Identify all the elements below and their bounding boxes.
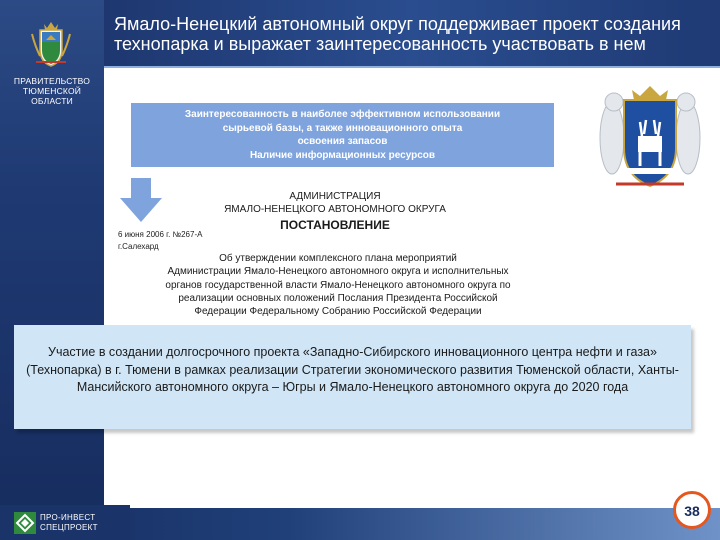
- admin-line-1: АДМИНИСТРАЦИЯ: [289, 191, 381, 202]
- decree-body-line-3: органов государственной власти Ямало-Ненецкого автономного округа по: [165, 279, 511, 291]
- decree-body-line-1: Об утверждении комплексного плана мероприятий: [219, 253, 457, 264]
- interest-line-2: сырьевой базы, а также инновационного опыта: [222, 122, 463, 134]
- decree-body-line-2: Администрации Ямало-Ненецкого автономного округа и исполнительных: [167, 266, 509, 278]
- pro-invest-logo-icon: [14, 512, 36, 534]
- gov-label-line-3: ОБЛАСТИ: [31, 96, 73, 106]
- decree-body-line-4: реализации основных положений Послания Президента Российской: [178, 292, 498, 304]
- header-divider: [104, 66, 720, 68]
- page-title: [114, 14, 714, 54]
- title-line-2: технопарка и выражает заинтересованность участвовать в нем: [114, 34, 646, 54]
- decree-body: [118, 252, 558, 318]
- admin-line-2: ЯМАЛО-НЕНЕЦКОГО АВТОНОМНОГО ОКРУГА: [224, 204, 446, 215]
- interest-box: [131, 103, 554, 167]
- gov-label-line-2: ТЮМЕНСКОЙ: [22, 86, 82, 96]
- page-number-badge: [673, 491, 711, 529]
- decree-date: 6 июня 2006 г. №267-А: [118, 230, 203, 239]
- arrow-down-icon: [120, 178, 162, 222]
- decree-place: г.Салехард: [118, 242, 159, 251]
- tyumen-coat-of-arms-icon: [26, 16, 76, 70]
- decree-body-line-5: Федерации Федеральному Собранию Российской Федерации: [194, 306, 482, 318]
- interest-line-3: освоения запасов: [297, 136, 388, 147]
- footer-logo-line-2: СПЕЦПРОЕКТ: [40, 523, 98, 532]
- participation-text: Участие в создании долгосрочного проекта «Западно-Сибирского инновационного центра нефти и газа» (Технопарка) в г. Тюмени в рамках реализации Стратегии экономического развития Тюменской области, Ханты-Мансийского автономного округа – Югры и Ямало-Ненецкого автономного округа до 2020 года: [26, 345, 679, 394]
- header-bar: [104, 0, 720, 66]
- participation-box: [14, 325, 691, 429]
- interest-line-1: Заинтересованность в наиболее эффективном использовании: [184, 109, 501, 120]
- administration-heading: [180, 190, 490, 216]
- yamal-coat-of-arms-icon: [596, 76, 704, 200]
- interest-line-4: Наличие информационных ресурсов: [249, 149, 436, 161]
- gov-label-line-1: ПРАВИТЕЛЬСТВО: [13, 76, 91, 86]
- decree-date-place: [118, 229, 202, 253]
- footer-logo-line-1: ПРО-ИНВЕСТ: [40, 513, 96, 522]
- page-number: 38: [684, 503, 700, 519]
- title-line-1: Ямало-Ненецкий автономный округ поддерживает проект создания: [114, 14, 681, 34]
- government-label: [0, 76, 104, 106]
- footer-logo-text: [40, 513, 98, 533]
- decree-heading: ПОСТАНОВЛЕНИЕ: [280, 218, 390, 232]
- interest-text: [131, 108, 554, 162]
